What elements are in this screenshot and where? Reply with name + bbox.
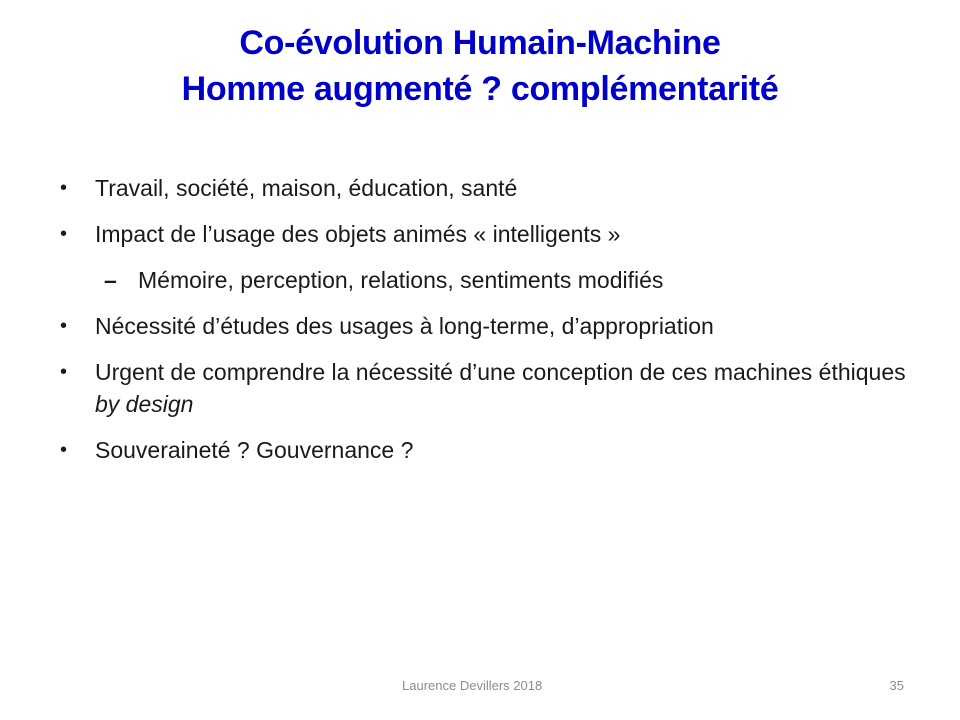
list-item-text: Souveraineté ? Gouvernance ?	[95, 437, 414, 463]
list-item-text: Urgent de comprendre la nécessité d’une conception de ces machines éthiques	[95, 359, 906, 385]
list-item	[58, 172, 918, 204]
footer-author: Laurence Devillers 2018	[402, 678, 543, 693]
list-item	[58, 434, 918, 466]
page-number: 35	[889, 678, 904, 693]
slide-title-line-1: Co-évolution Humain-Machine	[239, 24, 721, 62]
bullet-marker: •	[60, 177, 68, 199]
bullet-marker: •	[60, 223, 68, 245]
sub-list-item-text: Mémoire, perception, relations, sentiments modifiés	[138, 267, 664, 293]
bullet-marker: •	[60, 439, 68, 461]
list-item-italic-text: by design	[95, 391, 194, 417]
list-item-text: Nécessité d’études des usages à long-terme, d’appropriation	[95, 313, 714, 339]
list-item	[58, 218, 918, 250]
list-item-text: Travail, société, maison, éducation, santé	[95, 175, 518, 201]
dash-marker: –	[104, 267, 117, 293]
list-item	[58, 310, 918, 342]
bullet-list	[58, 172, 918, 480]
bullet-marker: •	[60, 315, 68, 337]
bullet-marker: •	[60, 361, 68, 383]
list-item-text: Impact de l’usage des objets animés « intelligents »	[95, 221, 621, 247]
list-item	[58, 356, 918, 420]
slide-footer	[0, 678, 960, 698]
slide-title	[60, 20, 900, 112]
slide-title-line-2: Homme augmenté ? complémentarité	[181, 70, 779, 108]
sub-list-item	[58, 264, 918, 296]
